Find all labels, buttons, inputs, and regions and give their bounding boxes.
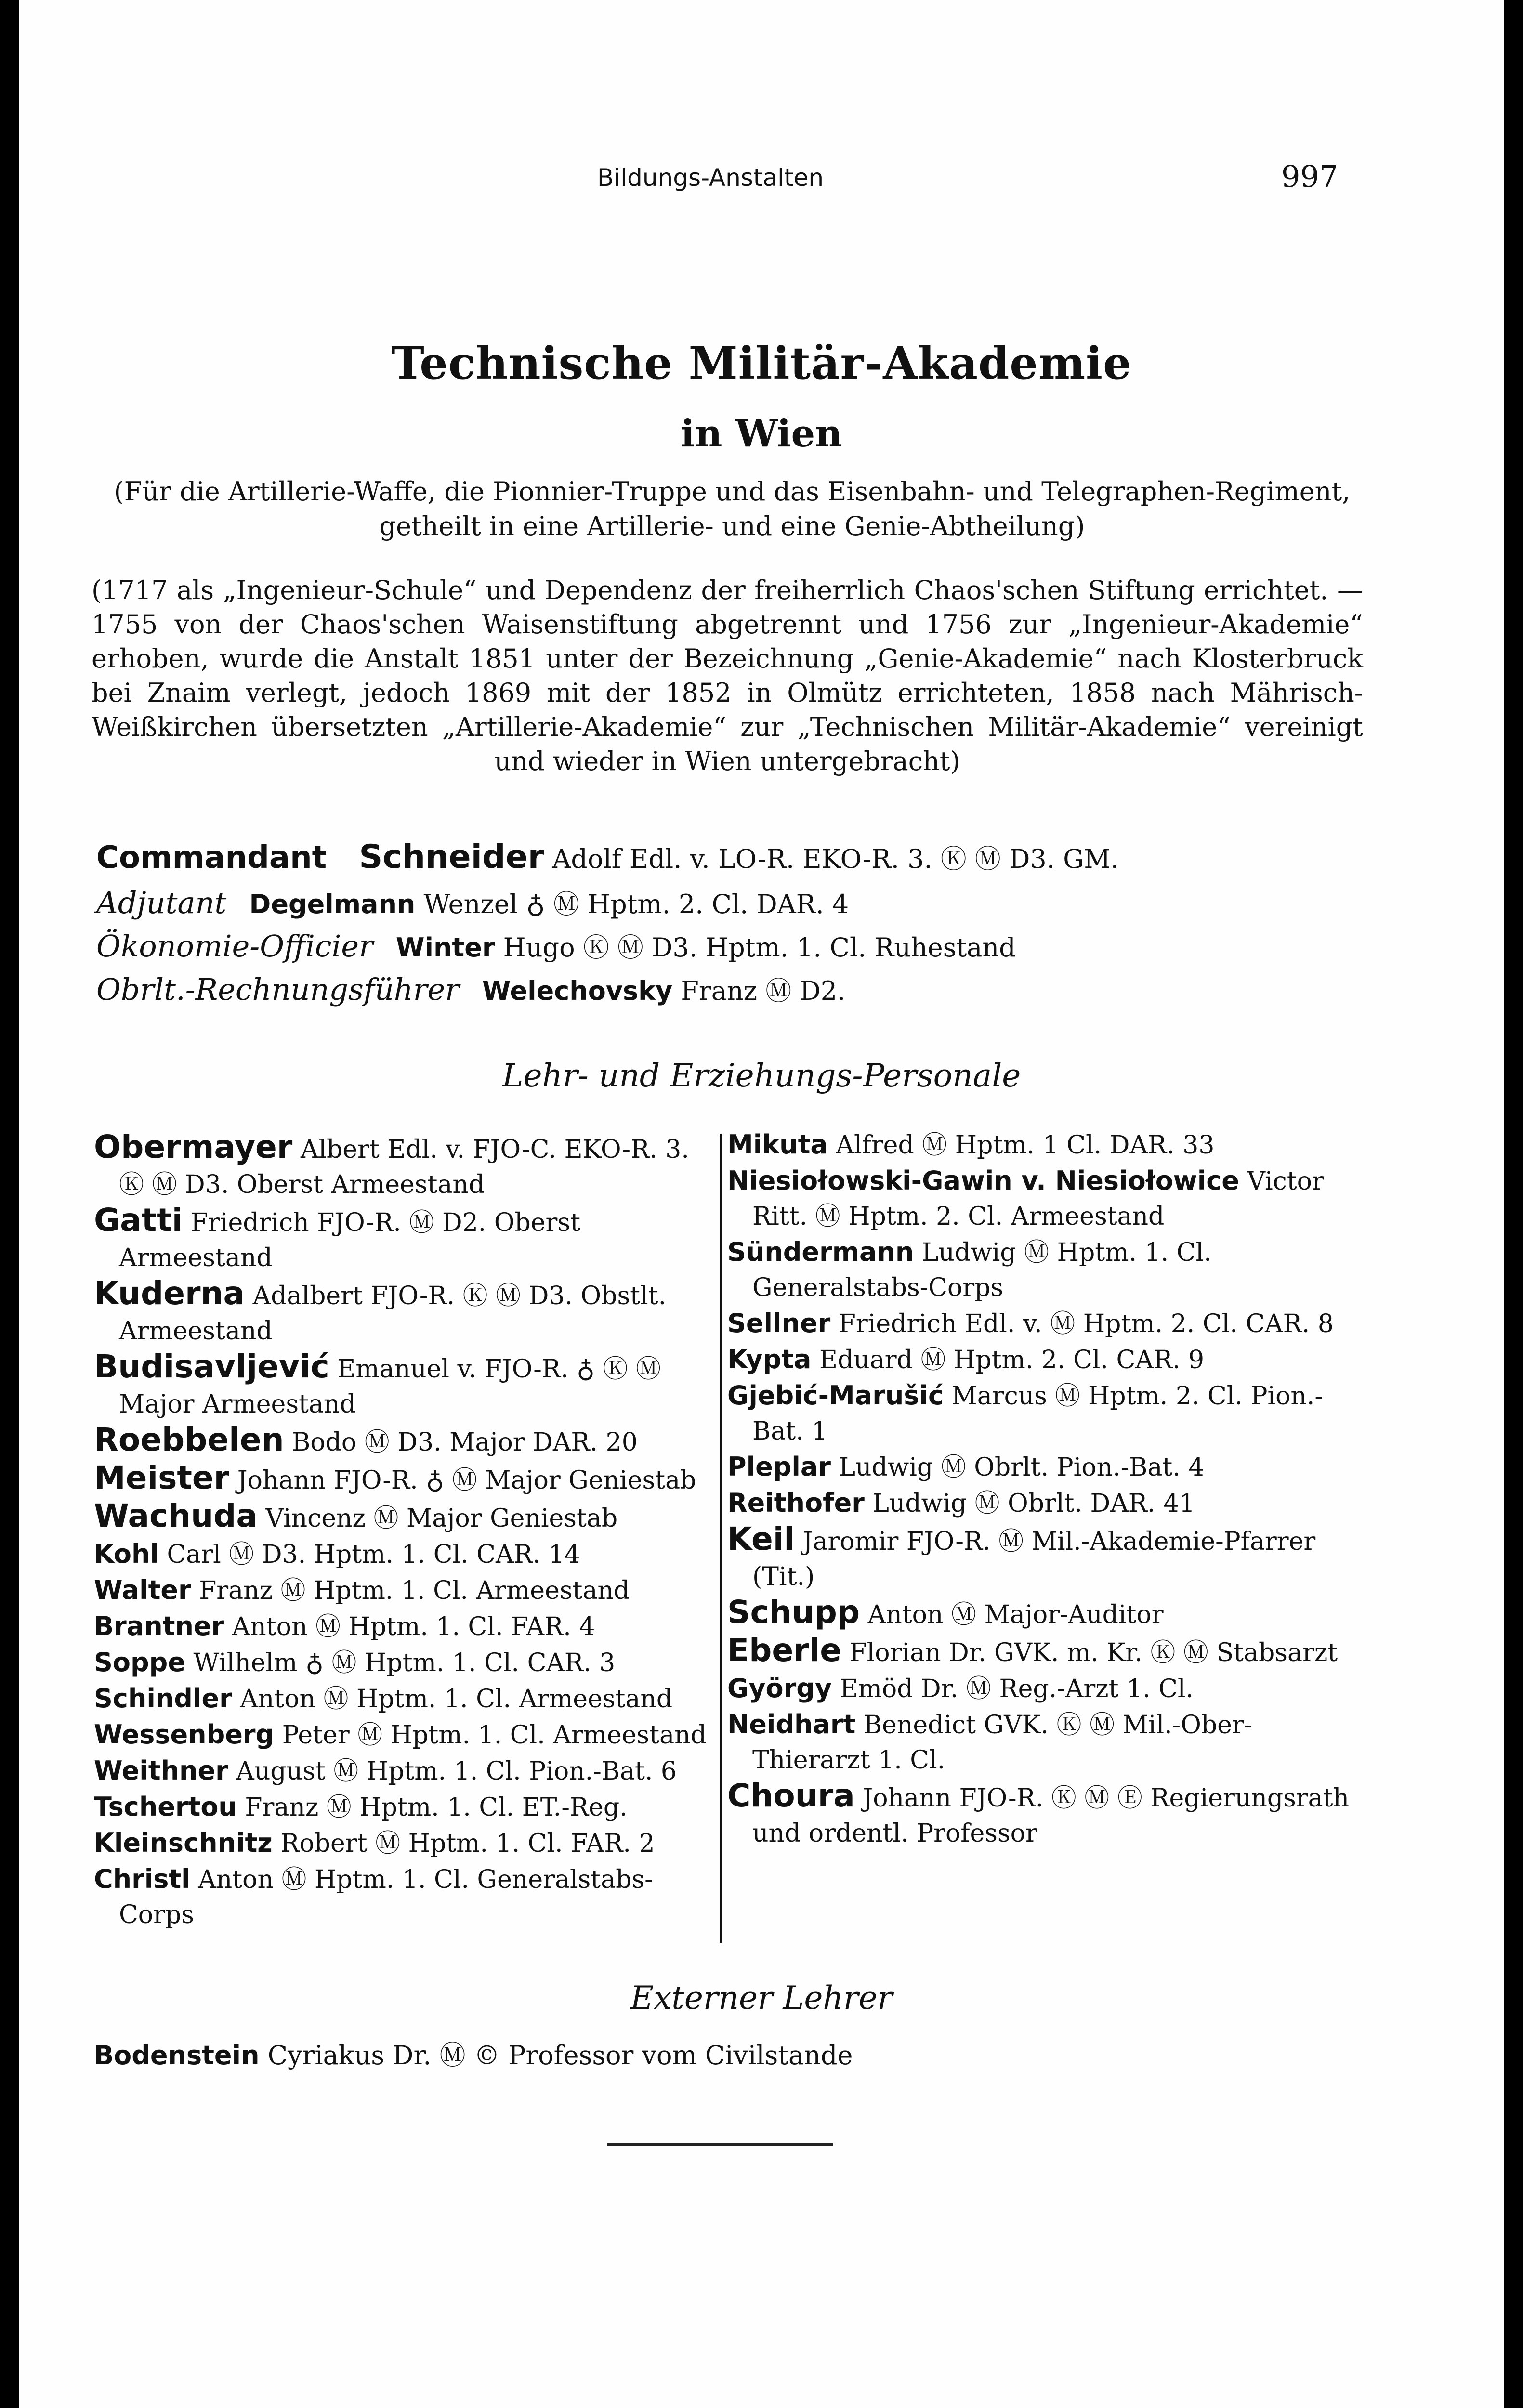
leadership-entry-rechnungsfuehrer bbox=[96, 968, 845, 1013]
staff-details: Anton Ⓜ Hptm. 1. Cl. FAR. 4 bbox=[232, 1612, 595, 1641]
staff-entry bbox=[94, 1129, 720, 1203]
staff-details: Marcus Ⓜ Hptm. 2. Cl. Pion.-Bat. 1 bbox=[752, 1382, 1323, 1446]
staff-name: Meister bbox=[94, 1459, 230, 1496]
book-page bbox=[19, 0, 1504, 2408]
staff-entry bbox=[94, 1460, 720, 1498]
leadership-entry-oekonomie bbox=[96, 925, 1016, 969]
staff-name: Obermayer bbox=[94, 1128, 293, 1165]
staff-details: Adalbert FJO-R. Ⓚ Ⓜ D3. Obstlt. Armeestand bbox=[119, 1282, 667, 1346]
staff-name: Niesiołowski-Gawin v. Niesiołowice bbox=[727, 1165, 1239, 1196]
staff-details: Ludwig Ⓜ Obrlt. DAR. 41 bbox=[872, 1489, 1195, 1518]
staff-name: Roebbelen bbox=[94, 1421, 284, 1458]
staff-entry bbox=[727, 1127, 1358, 1163]
staff-details: Johann FJO-R. ♁ Ⓜ Major Geniestab bbox=[237, 1466, 696, 1495]
section-heading-external: Externer Lehrer bbox=[630, 1979, 893, 2016]
external-teacher-entry bbox=[94, 2035, 853, 2072]
staff-details: Benedict GVK. Ⓚ Ⓜ Mil.-Ober-Thierarzt 1. Cl. bbox=[752, 1711, 1253, 1775]
staff-name: Gjebić-Marušić bbox=[727, 1380, 944, 1411]
staff-entry bbox=[94, 1536, 720, 1572]
staff-name: Weithner bbox=[94, 1755, 228, 1786]
history-note: (1717 als „Ingenieur-Schule“ und Dependenz der freiherrlich Chaos'schen Stiftung errichtet. — 1755 von der Chaos'schen Waisenstiftung abgetrennt und 1756 zur „Ingenieur-Akademie“ erhoben, wurde die Anstalt 1851 unter der Bezeichnung „Genie-Akademie“ nach Klosterbruck bei Znaim verlegt, jedoch 1869 mit der 1852 in Olmütz errichteten, 1858 nach Mährisch-Weißkirchen übersetzten „Artillerie-Akademie“ zur „Technischen Militär-Akademie“ vereinigt und wieder in Wien untergebracht) bbox=[92, 575, 1363, 776]
column-divider bbox=[720, 1134, 722, 1943]
staff-name: György bbox=[727, 1673, 832, 1703]
staff-name: Schupp bbox=[727, 1594, 860, 1631]
staff-details: Robert Ⓜ Hptm. 1. Cl. FAR. 2 bbox=[280, 1829, 655, 1858]
leadership-entry-commandant bbox=[96, 836, 1119, 881]
staff-entry bbox=[727, 1163, 1358, 1234]
leadership-role: Commandant bbox=[96, 840, 327, 876]
staff-details: Franz Ⓜ Hptm. 1. Cl. Armeestand bbox=[199, 1576, 630, 1605]
staff-name: Schindler bbox=[94, 1683, 232, 1714]
staff-name: Sellner bbox=[727, 1308, 831, 1338]
leadership-details: Hugo Ⓚ Ⓜ D3. Hptm. 1. Cl. Ruhestand bbox=[503, 932, 1016, 963]
staff-name: Kypta bbox=[727, 1344, 812, 1374]
staff-details: Albert Edl. v. FJO-C. EKO-R. 3. Ⓚ Ⓜ D3. Oberst Armeestand bbox=[119, 1135, 689, 1199]
staff-entry bbox=[94, 1609, 720, 1645]
staff-details: Carl Ⓜ D3. Hptm. 1. Cl. CAR. 14 bbox=[167, 1540, 580, 1569]
staff-name: Kohl bbox=[94, 1539, 159, 1569]
staff-name: Choura bbox=[727, 1777, 855, 1814]
leadership-name: Schneider bbox=[359, 838, 544, 876]
staff-entry bbox=[94, 1717, 720, 1753]
staff-entry bbox=[94, 1861, 720, 1933]
staff-name: Brantner bbox=[94, 1611, 224, 1641]
staff-details: Emanuel v. FJO-R. ♁ Ⓚ Ⓜ Major Armeestand bbox=[119, 1355, 661, 1419]
page-title: Technische Militär-Akademie bbox=[391, 337, 1132, 389]
staff-name: Eberle bbox=[727, 1632, 842, 1669]
staff-details: Anton Ⓜ Major-Auditor bbox=[867, 1600, 1164, 1629]
staff-name: Tschertou bbox=[94, 1792, 237, 1822]
leadership-name: Winter bbox=[395, 932, 495, 963]
running-header-section: Bildungs-Anstalten bbox=[597, 164, 824, 192]
leadership-details: Wenzel ♁ Ⓜ Hptm. 2. Cl. DAR. 4 bbox=[423, 889, 849, 919]
leadership-role: Ökonomie-Officier bbox=[96, 929, 373, 964]
staff-details: Franz Ⓜ Hptm. 1. Cl. ET.-Reg. bbox=[245, 1793, 628, 1822]
leadership-role: Obrlt.-Rechnungsführer bbox=[96, 972, 460, 1007]
leadership-name: Welechovsky bbox=[482, 976, 673, 1006]
staff-name: Pleplar bbox=[727, 1452, 831, 1482]
staff-entry bbox=[94, 1825, 720, 1861]
staff-details: Florian Dr. GVK. m. Kr. Ⓚ Ⓜ Stabsarzt bbox=[849, 1638, 1338, 1667]
staff-name: Reithofer bbox=[727, 1488, 865, 1518]
section-heading-teaching: Lehr- und Erziehungs-Personale bbox=[502, 1057, 1021, 1094]
staff-entry bbox=[94, 1498, 720, 1536]
staff-entry bbox=[727, 1306, 1358, 1342]
staff-entry bbox=[94, 1349, 720, 1422]
staff-entry bbox=[727, 1485, 1358, 1521]
leadership-name: Degelmann bbox=[249, 889, 416, 919]
staff-name: Walter bbox=[94, 1575, 191, 1605]
leadership-role: Adjutant bbox=[96, 885, 227, 920]
staff-details: Wilhelm ♁ Ⓜ Hptm. 1. Cl. CAR. 3 bbox=[193, 1649, 616, 1677]
staff-details: Alfred Ⓜ Hptm. 1 Cl. DAR. 33 bbox=[836, 1131, 1215, 1160]
closing-rule bbox=[607, 2143, 833, 2146]
staff-details: Johann FJO-R. Ⓚ Ⓜ Ⓔ Regierungsrath und ordentl. Professor bbox=[752, 1784, 1350, 1848]
staff-entry bbox=[94, 1789, 720, 1825]
page-subtitle: in Wien bbox=[681, 412, 842, 456]
staff-name: Keil bbox=[727, 1520, 795, 1557]
staff-entry bbox=[727, 1671, 1358, 1707]
staff-name: Budisavljević bbox=[94, 1348, 329, 1385]
staff-details: Vincenz Ⓜ Major Geniestab bbox=[265, 1504, 618, 1533]
leadership-details: Franz Ⓜ D2. bbox=[681, 976, 846, 1006]
staff-entry bbox=[94, 1645, 720, 1681]
staff-details: Friedrich FJO-R. Ⓜ D2. Oberst Armeestand bbox=[119, 1208, 580, 1272]
staff-details: August Ⓜ Hptm. 1. Cl. Pion.-Bat. 6 bbox=[236, 1757, 677, 1786]
staff-name: Mikuta bbox=[727, 1129, 828, 1160]
staff-entry bbox=[94, 1203, 720, 1276]
staff-details: Anton Ⓜ Hptm. 1. Cl. Generalstabs-Corps bbox=[119, 1865, 653, 1929]
staff-list-left bbox=[94, 1129, 720, 1933]
staff-entry bbox=[94, 1681, 720, 1717]
staff-details: Ludwig Ⓜ Hptm. 1. Cl. Generalstabs-Corps bbox=[752, 1238, 1212, 1302]
staff-entry bbox=[727, 1595, 1358, 1633]
staff-details: Ludwig Ⓜ Obrlt. Pion.-Bat. 4 bbox=[839, 1453, 1205, 1482]
staff-entry bbox=[727, 1633, 1358, 1671]
staff-entry bbox=[727, 1378, 1358, 1449]
staff-details: Jaromir FJO-R. Ⓜ Mil.-Akademie-Pfarrer (Tit.) bbox=[752, 1527, 1316, 1591]
staff-name: Neidhart bbox=[727, 1709, 856, 1740]
staff-name: Gatti bbox=[94, 1202, 183, 1239]
staff-details: Emöd Dr. Ⓜ Reg.-Arzt 1. Cl. bbox=[840, 1675, 1194, 1703]
staff-name: Wachuda bbox=[94, 1497, 258, 1534]
staff-details: Bodo Ⓜ D3. Major DAR. 20 bbox=[292, 1428, 638, 1457]
external-teacher-details: Cyriakus Dr. Ⓜ © Professor vom Civilstande bbox=[267, 2040, 853, 2070]
scope-note: (Für die Artillerie-Waffe, die Pionnier-Truppe und das Eisenbahn- und Telegraphen-Regiment, getheilt in eine Artillerie- und eine Genie-Abtheilung) bbox=[114, 476, 1351, 541]
leadership-details: Adolf Edl. v. LO-R. EKO-R. 3. Ⓚ Ⓜ D3. GM. bbox=[552, 844, 1119, 874]
staff-details: Victor Ritt. Ⓜ Hptm. 2. Cl. Armeestand bbox=[752, 1167, 1324, 1231]
staff-name: Kuderna bbox=[94, 1275, 245, 1312]
staff-entry bbox=[94, 1422, 720, 1460]
staff-details: Eduard Ⓜ Hptm. 2. Cl. CAR. 9 bbox=[819, 1346, 1205, 1374]
staff-details: Peter Ⓜ Hptm. 1. Cl. Armeestand bbox=[282, 1721, 707, 1750]
staff-name: Sündermann bbox=[727, 1237, 914, 1267]
staff-list-right bbox=[727, 1127, 1358, 1851]
external-teacher-name: Bodenstein bbox=[94, 2040, 260, 2070]
staff-entry bbox=[94, 1276, 720, 1349]
staff-entry bbox=[727, 1521, 1358, 1595]
staff-entry bbox=[727, 1449, 1358, 1485]
staff-name: Soppe bbox=[94, 1647, 185, 1677]
staff-name: Christl bbox=[94, 1864, 190, 1894]
staff-entry bbox=[727, 1778, 1358, 1851]
staff-entry bbox=[94, 1753, 720, 1789]
staff-details: Friedrich Edl. v. Ⓜ Hptm. 2. Cl. CAR. 8 bbox=[838, 1309, 1334, 1338]
staff-entry bbox=[727, 1342, 1358, 1378]
staff-entry bbox=[94, 1572, 720, 1609]
staff-entry bbox=[727, 1234, 1358, 1306]
staff-details: Anton Ⓜ Hptm. 1. Cl. Armeestand bbox=[240, 1685, 673, 1714]
leadership-entry-adjutant bbox=[96, 881, 849, 926]
staff-name: Wessenberg bbox=[94, 1719, 275, 1750]
page-number: 997 bbox=[1281, 159, 1339, 194]
staff-entry bbox=[727, 1707, 1358, 1778]
staff-name: Kleinschnitz bbox=[94, 1828, 273, 1858]
